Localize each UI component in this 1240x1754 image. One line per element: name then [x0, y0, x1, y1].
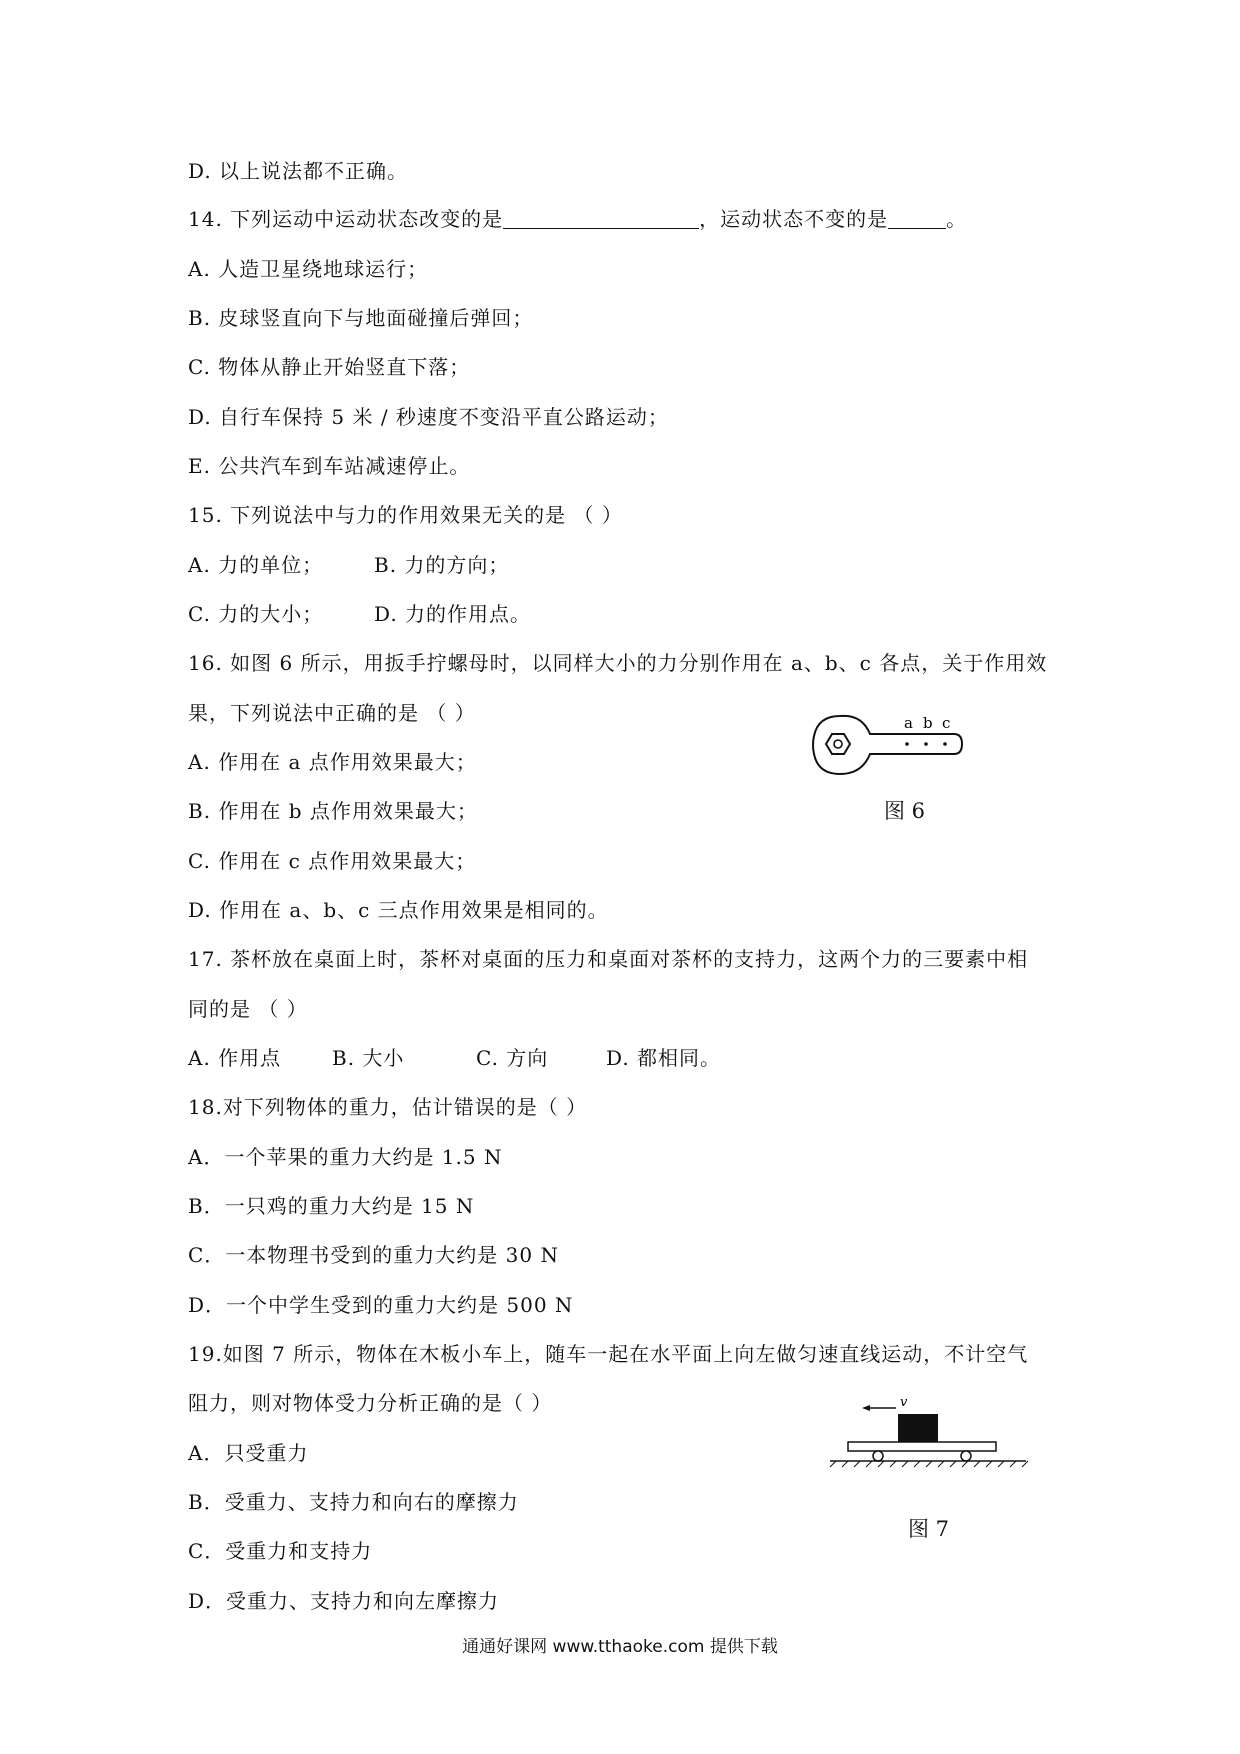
q19-stem-line1: 19.如图 7 所示，物体在木板小车上，随车一起在水平面上向左做匀速直线运动，不计空气: [188, 1342, 1029, 1366]
q14-stem-part2: ，运动状态不变的是: [699, 207, 889, 231]
figure-6-caption: 图 6: [884, 799, 926, 823]
q15-option-b: B. 力的方向；: [374, 553, 510, 577]
q15-stem: 15. 下列说法中与力的作用效果无关的是 （ ）: [188, 503, 623, 527]
q15-option-a: A. 力的单位；: [188, 553, 324, 577]
q19-option-d: D．受重力、支持力和向左摩擦力: [188, 1589, 500, 1613]
q15-option-d: D. 力的作用点。: [374, 602, 532, 626]
q14-option-b: B. 皮球竖直向下与地面碰撞后弹回；: [188, 306, 534, 330]
q18-option-d: D．一个中学生受到的重力大约是 500 N: [188, 1293, 574, 1317]
q14-blank-changed: [503, 208, 699, 229]
q17-option-c: C. 方向: [476, 1046, 549, 1070]
q13-option-d: D. 以上说法都不正确。: [188, 159, 409, 183]
page-footer: 通通好课网 www.tthaoke.com 提供下载: [462, 1637, 778, 1657]
q16-option-b: B. 作用在 b 点作用效果最大；: [188, 799, 478, 823]
q15-option-c: C. 力的大小；: [188, 602, 324, 626]
q15-options-row2: [188, 601, 531, 627]
q15-options-row1: [188, 552, 509, 578]
q14-stem: [188, 206, 967, 232]
q14-stem-part3: 。: [946, 207, 968, 231]
figure-7-caption: 图 7: [908, 1517, 950, 1541]
q19-option-c: C．受重力和支持力: [188, 1539, 373, 1563]
q14-option-e: E. 公共汽车到车站减速停止。: [188, 454, 471, 478]
q18-stem: 18.对下列物体的重力，估计错误的是（ ）: [188, 1095, 588, 1119]
q17-option-a: A. 作用点: [188, 1046, 282, 1070]
figure-6-wrench: [810, 712, 970, 780]
q17-stem-line2: 同的是 （ ）: [188, 997, 308, 1021]
fig6-label-a: a: [904, 714, 913, 732]
q16-option-a: A. 作用在 a 点作用效果最大；: [188, 750, 477, 774]
q18-option-b: B．一只鸡的重力大约是 15 N: [188, 1194, 475, 1218]
q18-option-a: A．一个苹果的重力大约是 1.5 N: [188, 1145, 503, 1169]
q16-option-c: C. 作用在 c 点作用效果最大；: [188, 849, 477, 873]
q14-option-d: D. 自行车保持 5 米 / 秒速度不变沿平直公路运动；: [188, 405, 669, 429]
q19-stem-line2: 阻力，则对物体受力分析正确的是（ ）: [188, 1391, 553, 1415]
fig6-label-b: b: [923, 714, 933, 732]
q18-option-c: C．一本物理书受到的重力大约是 30 N: [188, 1243, 559, 1267]
q19-option-a: A．只受重力: [188, 1441, 309, 1465]
q17-option-d: D. 都相同。: [606, 1046, 722, 1070]
q19-option-b: B．受重力、支持力和向右的摩擦力: [188, 1490, 519, 1514]
q16-stem-line1: 16. 如图 6 所示，用扳手拧螺母时，以同样大小的力分别作用在 a、b、c 各点，关于作用效: [188, 651, 1048, 675]
q14-stem-part1: 14. 下列运动中运动状态改变的是: [188, 207, 504, 231]
q17-options: [188, 1045, 721, 1071]
q17-stem-line1: 17. 茶杯放在桌面上时，茶杯对桌面的压力和桌面对茶杯的支持力，这两个力的三要素中相: [188, 947, 1029, 971]
figure-7-cart: [826, 1396, 1036, 1468]
q14-option-a: A. 人造卫星绕地球运行；: [188, 257, 429, 281]
q17-option-b: B. 大小: [332, 1046, 405, 1070]
fig6-label-c: c: [942, 714, 951, 732]
fig7-velocity-label: v: [900, 1395, 908, 1410]
q14-blank-unchanged: [888, 208, 946, 229]
q16-stem-line2: 果，下列说法中正确的是 （ ）: [188, 701, 476, 725]
q16-option-d: D. 作用在 a、b、c 三点作用效果是相同的。: [188, 898, 609, 922]
q14-option-c: C. 物体从静止开始竖直下落；: [188, 355, 471, 379]
